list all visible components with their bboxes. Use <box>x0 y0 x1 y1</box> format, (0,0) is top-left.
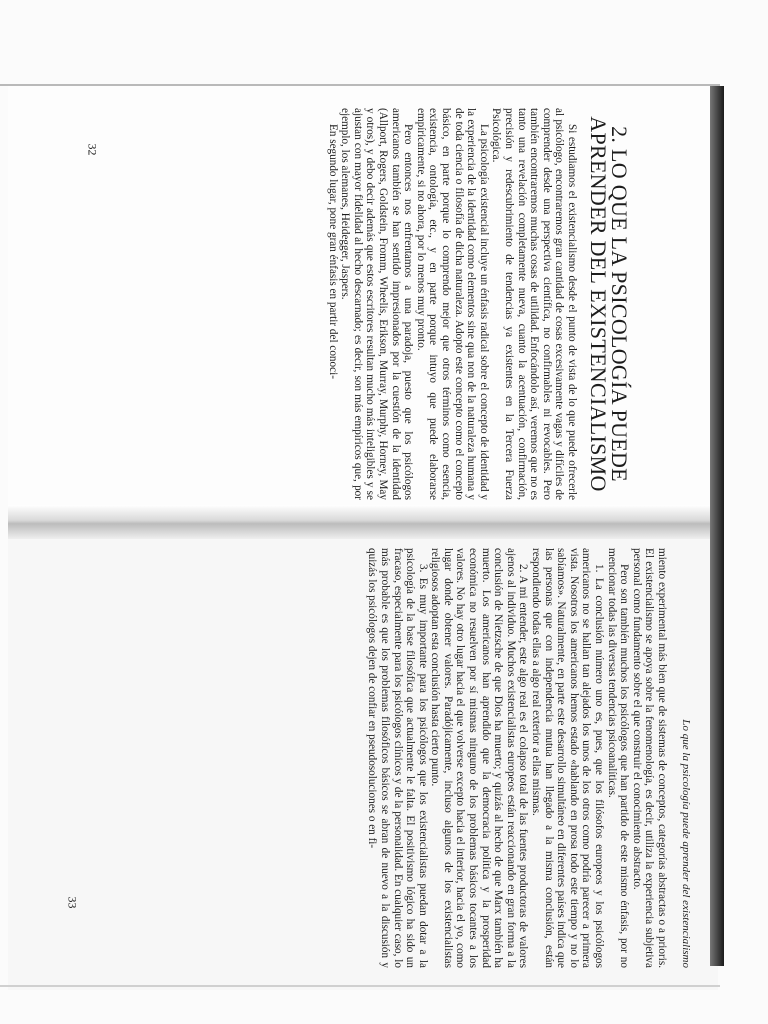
chapter-title: 2. LO QUE LA PSICOLOGÍA PUEDE APRENDER DEL EXISTENCIALISMO <box>586 116 632 492</box>
paragraph: 1. La conclusión número uno es, pues, que los filósofos europeos y los psicólogos americanos no se hallan tan alejados los unos de los otros como podría parecer a primera vista. Nosotros los americanos hemos estado «hablando en prosa todo este tiempo y no lo sabíamos». Naturalmente, en parte este desarrollo simultáneo en diferentes países indica que las personas que con independencia mutua han llegado a la misma conclusión, están respondiendo todas ellas a algo real exterior a ellas mismas. <box>530 548 606 968</box>
page-number-right: 33 <box>65 896 80 909</box>
paragraph: La psicología existencial incluye un énfasis radical sobre el concepto de identidad y la experiencia de la identidad como elementos sine qua non de la naturaleza humana y de toda ciencia o filosofía de dicha naturaleza. Adopto este concepto como el concepto básico, en parte porque lo comprendo mejor que otros términos como esencia, existencia, ontología, etc., y en parte porque intuyo que puede elaborarse empíricamente, si no ahora, por lo menos muy pronto. <box>414 108 490 500</box>
right-page-body <box>366 548 668 968</box>
page-number-left: 32 <box>85 143 100 156</box>
paragraph: miento experimental más bien que de sistemas de conceptos, categorías abstractas o a prioris. El existencialismo se apoya sobre la fenomenología, es decir, utiliza la experiencia subjetiva personal como fundamento sobre el que construir el conocimiento abstracto. <box>630 548 668 968</box>
left-page <box>40 108 630 500</box>
paragraph: 2. A mi entender, este algo real es el colapso total de las fuentes productoras de valores ajenos al individuo. Muchos existencialistas europeos están reaccionando en gran forma a la conclusión de Nietzsche de que Dios ha muerto; y quizás al hecho de que Marx también ha muerto. Los americanos han aprendido que la democracia política y la prosperidad económica no resuelven por sí mismas ninguno de los problemas básicos tocantes a los valores. No hay otro lugar hacia el que volverse excepto hacia el interior, hacia el yo, como lugar donde obtener valores. Paradójicamente, incluso algunos de los existencialistas religiosos adoptan esta conclusión hasta cierto punto. <box>429 548 530 968</box>
running-head: Lo que la psicología puede aprender del existencialismo <box>680 719 692 968</box>
paragraph: Si estudiamos el existencialismo desde el punto de vista de lo que puede ofrecerle al psicólogo, encontraremos gran cantidad de cosas excesivamente vagas y difíciles de comprender desde una perspectiva científica, no confirmables ni revocables. Pero también encontraremos muchas cosas de utilidad. Enfocándolo así, veremos que no es tanto una revelación completamente nueva, cuanto la acentuación, confirmación, precisión y redescubrimiento de tendencias ya existentes en la Tercera Fuerza Psicológica. <box>490 108 578 500</box>
paragraph: Pero entonces nos enfrentamos a una paradoja, puesto que los psicólogos americanos también se han sentido impresionados por la cuestión de la identidad (Allport, Rogers, Goldstein, Fromm, Wheelis, Erikson, Murray, Murphy, Horney, May y otros), y debo decir además que estos escritores resultan mucho más inteligibles y se ajustan con mayor fidelidad al hecho descarnado; es decir, son más empíricos que, por ejemplo, los alemanes, Heidegger, Jaspers. <box>339 108 415 500</box>
left-page-body <box>326 108 578 500</box>
book-gutter-shadow <box>8 505 720 539</box>
paragraph: 3. Es muy importante para los psicólogos que los existencialistas puedan dotar a la psicología de la base filosófica que actualmente le falta. El positivismo lógico ha sido un fracaso, especialmente para los psicólogos clínicos y de la personalidad. En cualquier caso, lo más probable es que los problemas filosóficos básicos se abran de nuevo a la discusión y quizás los psicólogos dejen de confiar en pseudosoluciones o en fi- <box>366 548 429 968</box>
page-top-edge <box>0 84 720 86</box>
book-edge-shadow <box>710 86 724 966</box>
page-bottom-edge <box>0 985 720 987</box>
paragraph: Pero son también muchos los psicólogos que han partido de este mismo énfasis, por no mencionar todas las diversas tendencias psicoanalíticas. <box>605 548 631 968</box>
right-page <box>12 548 692 968</box>
paragraph: En segundo lugar, pone gran énfasis en partir del conoci- <box>326 124 339 379</box>
